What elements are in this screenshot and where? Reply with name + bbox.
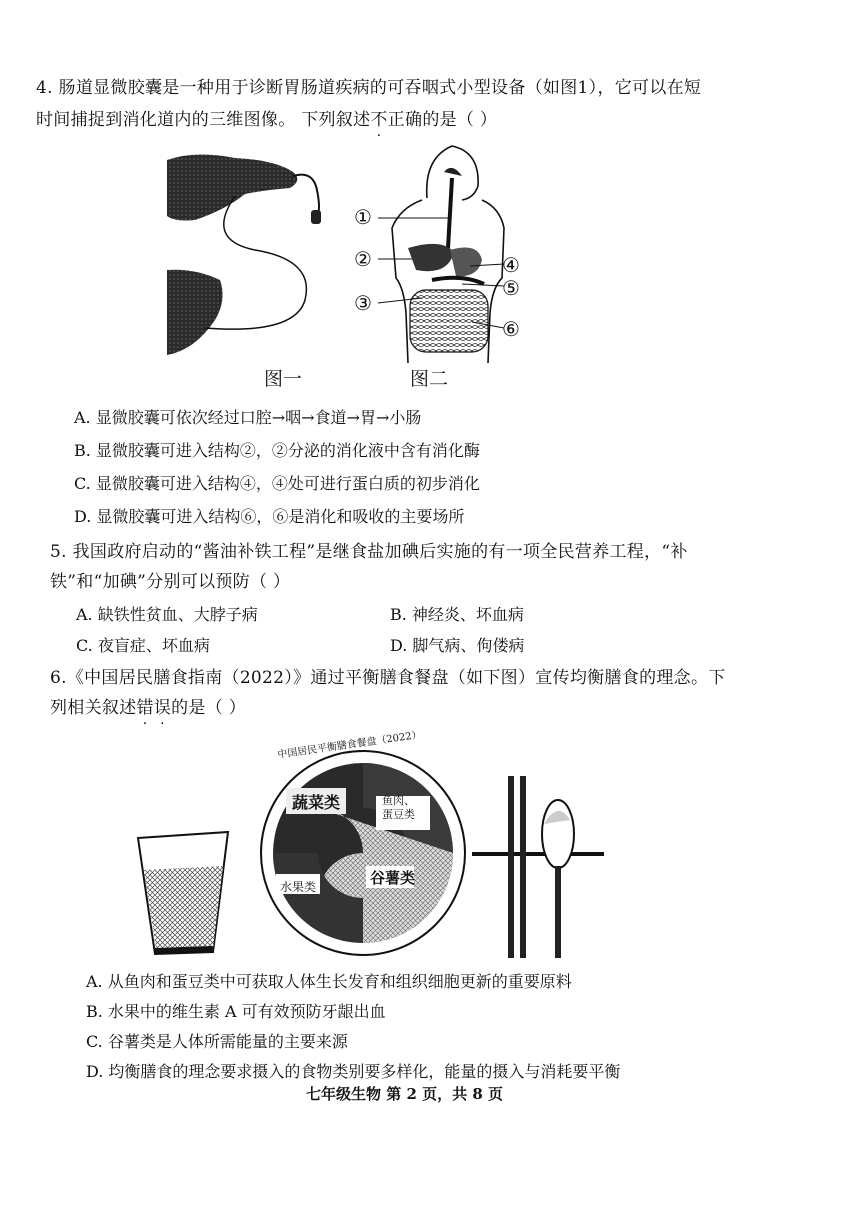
label-6: ⑥ bbox=[502, 317, 520, 341]
plate-fish-meat-label: 鱼肉、 bbox=[382, 794, 415, 807]
q6-stem-line2-part1: 列相关叙述 bbox=[50, 698, 137, 718]
label-5: ⑤ bbox=[502, 276, 520, 300]
q4-stem-line1: 4. 肠道显微胶囊是一种用于诊断胃肠道疾病的可吞咽式小型设备（如图1），它可以在短 bbox=[36, 78, 702, 98]
plate-egg-bean-label: 蛋豆类 bbox=[382, 808, 415, 821]
plate-title: 中国居民平衡膳食餐盘（2022） bbox=[276, 729, 423, 761]
q5-option-a: A. 缺铁性贫血、大脖子病 bbox=[76, 605, 258, 624]
label-4: ④ bbox=[502, 253, 520, 277]
q5-stem-line1: 5. 我国政府启动的“酱油补铁工程”是继食盐加碘后实施的有一项全民营养工程，“补 bbox=[50, 542, 688, 562]
q5-option-d: D. 脚气病、佝偻病 bbox=[390, 636, 525, 655]
q5-option-c: C. 夜盲症、坏血病 bbox=[76, 636, 210, 655]
plate-vegetables-label: 蔬菜类 bbox=[292, 793, 341, 812]
capsule-hand-figure bbox=[165, 150, 330, 360]
plate-grains-label: 谷薯类 bbox=[370, 869, 416, 887]
q5-stem-line2: 铁”和“加碘”分别可以预防（ ） bbox=[50, 572, 291, 592]
q4-stem-line2-part2: 正确的是（ ） bbox=[387, 110, 498, 130]
figure2-caption: 图二 bbox=[410, 368, 449, 390]
chopsticks-spoon-figure bbox=[470, 770, 610, 960]
q6-emphasis-char-1: 错 bbox=[136, 698, 154, 718]
q6-stem-line2-part2: 的是（ ） bbox=[171, 698, 247, 718]
q5-option-b: B. 神经炎、坏血病 bbox=[390, 605, 524, 624]
q6-option-b: B. 水果中的维生素 A 可有效预防牙龈出血 bbox=[86, 1002, 386, 1021]
q4-emphasis-char: 不 bbox=[370, 110, 388, 130]
figure1-caption: 图一 bbox=[264, 368, 303, 390]
q4-stem-line2-part1: 时间捕捉到消化道内的三维图像。 下列叙述 bbox=[36, 110, 371, 130]
q6-stem-line1: 6.《中国居民膳食指南（2022）》通过平衡膳食餐盘（如下图）宣传均衡膳食的理念。下 bbox=[50, 668, 726, 688]
balanced-diet-plate-figure bbox=[258, 738, 468, 960]
q6-emphasis-char-2: 误 bbox=[153, 698, 172, 718]
page-footer: 七年级生物 第 2 页，共 8 页 bbox=[306, 1085, 503, 1103]
label-2: ② bbox=[354, 247, 372, 271]
q6-option-d: D. 均衡膳食的理念要求摄入的食物类别要多样化，能量的摄入与消耗要平衡 bbox=[86, 1062, 621, 1081]
q6-stem-line2 bbox=[50, 696, 246, 720]
label-3: ③ bbox=[354, 291, 372, 315]
q4-option-b: B. 显微胶囊可进入结构②，②分泌的消化液中含有消化酶 bbox=[74, 441, 480, 460]
q4-option-a: A. 显微胶囊可依次经过口腔→咽→食道→胃→小肠 bbox=[74, 408, 422, 427]
q4-option-c: C. 显微胶囊可进入结构④，④处可进行蛋白质的初步消化 bbox=[74, 474, 480, 493]
q4-option-d: D. 显微胶囊可进入结构⑥，⑥是消化和吸收的主要场所 bbox=[74, 507, 465, 526]
q6-option-c: C. 谷薯类是人体所需能量的主要来源 bbox=[86, 1032, 348, 1051]
label-1: ① bbox=[354, 205, 372, 229]
milk-glass-figure bbox=[135, 830, 231, 958]
plate-fruit-label: 水果类 bbox=[280, 880, 317, 894]
q6-option-a: A. 从鱼肉和蛋豆类中可获取人体生长发育和组织细胞更新的重要原料 bbox=[86, 972, 572, 991]
q4-stem-line2 bbox=[36, 108, 497, 132]
